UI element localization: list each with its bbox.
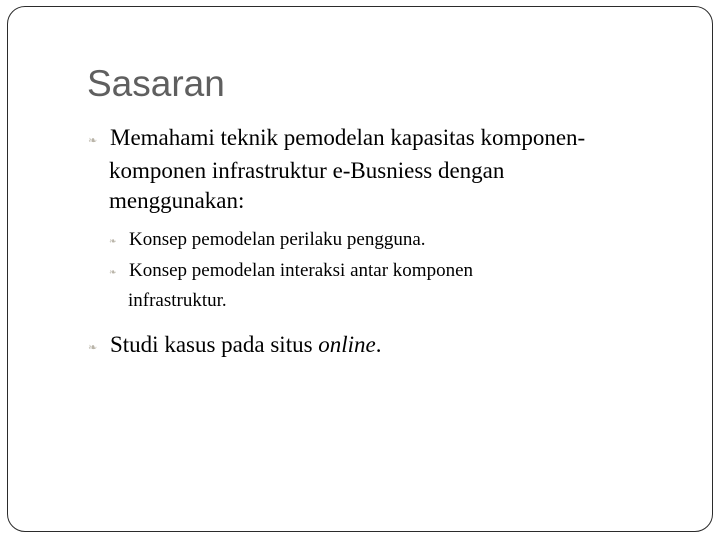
sub-bullet-item-user-behavior: [109, 226, 669, 256]
sub-bullet-text-line: infrastruktur.: [128, 289, 227, 311]
bullet-item-objective: [88, 123, 688, 216]
curved-bullet-icon: ❧: [109, 267, 117, 278]
sub-bullet-item-component-interaction: [109, 257, 669, 315]
sub-bullet-text-line: Konsep pemodelan perilaku pengguna.: [129, 229, 426, 250]
bullet-text-line: komponen infrastruktur e-Busniess dengan: [109, 157, 505, 183]
bullet-text-prefix: Studi kasus pada situs: [110, 332, 319, 357]
curved-bullet-icon: ❧: [109, 236, 117, 247]
curved-bullet-icon: ❧: [88, 133, 98, 147]
bullet-text-suffix: .: [375, 332, 382, 357]
sub-bullet-text-line: Konsep pemodelan interaksi antar komponen: [129, 260, 474, 281]
bullet-item-case-study: [88, 330, 688, 363]
bullet-text-line: Memahami teknik pemodelan kapasitas komponen-: [110, 125, 586, 150]
slide-title: Sasaran: [87, 63, 225, 104]
slide-frame: [7, 6, 713, 532]
bullet-text-line: menggunakan:: [109, 187, 245, 213]
bullet-text-emphasis: online: [318, 332, 376, 357]
curved-bullet-icon: ❧: [88, 340, 98, 354]
